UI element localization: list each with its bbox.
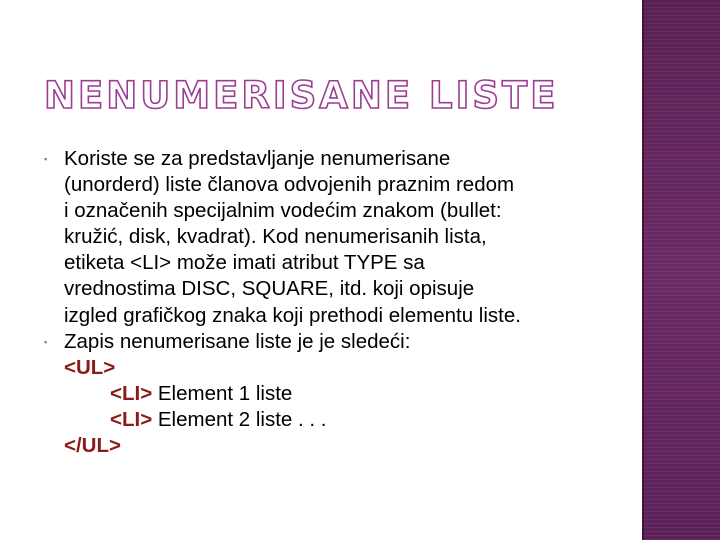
- bullet-item-description: [44, 146, 624, 329]
- side-panel-stripe: [642, 31, 720, 32]
- side-panel-stripe: [642, 419, 720, 420]
- side-panel-stripe: [642, 383, 720, 384]
- side-panel-stripe: [642, 447, 720, 448]
- side-panel-stripe: [642, 435, 720, 436]
- side-panel-stripe: [642, 367, 720, 368]
- side-panel-stripe: [642, 295, 720, 296]
- bullet-line: (unorderd) liste članova odvojenih praznim redom: [64, 173, 515, 197]
- side-panel-stripe: [642, 59, 720, 60]
- side-panel-stripe: [642, 75, 720, 76]
- side-panel-stripe: [642, 247, 720, 248]
- code-tag-ul-close: </UL>: [64, 434, 121, 458]
- code-line-item-1: [44, 381, 624, 407]
- side-panel-stripe: [642, 331, 720, 332]
- bullet-item-syntax: [44, 329, 624, 355]
- side-panel-stripe: [642, 207, 720, 208]
- bullet-line: izgled grafičkog znaka koji prethodi elementu liste.: [64, 303, 521, 327]
- side-panel-stripe: [642, 71, 720, 72]
- side-panel-stripe: [642, 235, 720, 236]
- side-panel-stripe: [642, 399, 720, 400]
- side-panel-stripe: [642, 391, 720, 392]
- side-panel-stripe: [642, 351, 720, 352]
- side-panel-stripe: [642, 47, 720, 48]
- side-panel-stripe: [642, 43, 720, 44]
- slide-title: NENUMERISANE LISTE: [44, 74, 559, 117]
- code-line-ul-open: [44, 355, 624, 381]
- side-panel-stripe: [642, 343, 720, 344]
- side-panel-stripe: [642, 483, 720, 484]
- side-panel-stripe: [642, 243, 720, 244]
- side-panel-stripe: [642, 23, 720, 24]
- side-panel-stripe: [642, 3, 720, 4]
- side-panel-stripe: [642, 303, 720, 304]
- side-panel-stripe: [642, 231, 720, 232]
- side-panel-stripe: [642, 275, 720, 276]
- side-panel-stripe: [642, 527, 720, 528]
- side-panel-stripe: [642, 515, 720, 516]
- side-panel-stripe: [642, 379, 720, 380]
- side-panel-stripe: [642, 495, 720, 496]
- side-panel-stripe: [642, 439, 720, 440]
- code-tag-li: <LI>: [110, 381, 153, 405]
- side-panel-stripe: [642, 263, 720, 264]
- side-panel-stripe: [642, 187, 720, 188]
- bullet-line: kružić, disk, kvadrat). Kod nenumerisanih lista,: [64, 225, 487, 249]
- side-panel-stripe: [642, 215, 720, 216]
- side-panel-stripe: [642, 219, 720, 220]
- side-panel-stripe: [642, 271, 720, 272]
- code-tag-ul-open: <UL>: [64, 355, 116, 379]
- side-panel-stripe: [642, 183, 720, 184]
- side-panel-stripe: [642, 479, 720, 480]
- side-panel-stripe: [642, 151, 720, 152]
- side-panel-stripe: [642, 67, 720, 68]
- side-panel-stripe: [642, 371, 720, 372]
- side-panel-stripe: [642, 191, 720, 192]
- side-panel-stripe: [642, 147, 720, 148]
- side-panel-stripe: [642, 535, 720, 536]
- side-panel-stripe: [642, 411, 720, 412]
- side-panel-stripe: [642, 523, 720, 524]
- side-panel-stripe: [642, 387, 720, 388]
- side-panel-stripe: [642, 11, 720, 12]
- square-bullet-icon: ▪: [44, 336, 48, 347]
- side-panel-stripe: [642, 451, 720, 452]
- code-item-text: Element 2 liste . . .: [152, 407, 327, 431]
- side-panel-stripe: [642, 99, 720, 100]
- side-panel-stripe: [642, 135, 720, 136]
- side-panel-stripe: [642, 119, 720, 120]
- side-panel-stripe: [642, 127, 720, 128]
- side-panel-stripe: [642, 223, 720, 224]
- side-panel-stripe: [642, 179, 720, 180]
- side-panel-stripe: [642, 431, 720, 432]
- side-panel-stripe: [642, 283, 720, 284]
- side-panel-stripe: [642, 251, 720, 252]
- side-panel-stripe: [642, 167, 720, 168]
- side-panel-stripe: [642, 475, 720, 476]
- side-panel-stripe: [642, 91, 720, 92]
- side-panel-stripe: [642, 407, 720, 408]
- side-panel-stripe: [642, 107, 720, 108]
- side-panel-stripe: [642, 255, 720, 256]
- side-panel-stripe: [642, 315, 720, 316]
- side-panel-stripe: [642, 211, 720, 212]
- code-item-text: Element 1 liste: [152, 381, 293, 405]
- side-panel-stripe: [642, 87, 720, 88]
- side-panel-stripe: [642, 291, 720, 292]
- side-panel-stripe: [642, 319, 720, 320]
- side-panel-stripe: [642, 139, 720, 140]
- side-panel-stripe: [642, 471, 720, 472]
- bullet-line: i označenih specijalnim vodećim znakom (bullet:: [64, 199, 502, 223]
- side-panel-stripe: [642, 363, 720, 364]
- side-panel-stripe: [642, 463, 720, 464]
- side-panel-stripe: [642, 63, 720, 64]
- side-panel-stripe: [642, 511, 720, 512]
- side-panel-stripe: [642, 267, 720, 268]
- side-panel-stripe: [642, 171, 720, 172]
- decorative-side-panel: [642, 0, 720, 540]
- side-panel-stripe: [642, 531, 720, 532]
- side-panel-stripe: [642, 491, 720, 492]
- side-panel-stripe: [642, 259, 720, 260]
- side-panel-stripe: [642, 499, 720, 500]
- side-panel-stripe: [642, 143, 720, 144]
- side-panel-stripe: [642, 467, 720, 468]
- bullet-line: Zapis nenumerisane liste je je sledeći:: [64, 329, 411, 353]
- side-panel-stripe: [642, 519, 720, 520]
- side-panel-stripe: [642, 311, 720, 312]
- side-panel-stripe: [642, 19, 720, 20]
- side-panel-stripe: [642, 375, 720, 376]
- bullet-line: vrednostima DISC, SQUARE, itd. koji opisuje: [64, 277, 475, 301]
- side-panel-stripe: [642, 95, 720, 96]
- side-panel-stripe: [642, 195, 720, 196]
- side-panel-stripe: [642, 227, 720, 228]
- side-panel-stripe: [642, 15, 720, 16]
- side-panel-stripe: [642, 35, 720, 36]
- code-line-item-2: [44, 407, 624, 433]
- side-panel-stripe: [642, 79, 720, 80]
- side-panel-stripe: [642, 507, 720, 508]
- side-panel-stripe: [642, 355, 720, 356]
- side-panel-stripe: [642, 203, 720, 204]
- side-panel-stripe: [642, 239, 720, 240]
- side-panel-stripe: [642, 51, 720, 52]
- side-panel-stripe: [642, 323, 720, 324]
- side-panel-stripe: [642, 443, 720, 444]
- side-panel-stripe: [642, 347, 720, 348]
- side-panel-stripe: [642, 39, 720, 40]
- side-panel-stripe: [642, 115, 720, 116]
- side-panel-stripe: [642, 123, 720, 124]
- side-panel-stripe: [642, 307, 720, 308]
- side-panel-stripe: [642, 279, 720, 280]
- side-panel-stripe: [642, 131, 720, 132]
- side-panel-stripe: [642, 327, 720, 328]
- side-panel-stripe: [642, 111, 720, 112]
- slide-content: [44, 146, 624, 459]
- side-panel-stripe: [642, 175, 720, 176]
- square-bullet-icon: ▪: [44, 154, 48, 164]
- side-panel-stripe: [642, 395, 720, 396]
- bullet-line: etiketa <LI> može imati atribut TYPE sa: [64, 251, 425, 275]
- side-panel-stripe: [642, 403, 720, 404]
- side-panel-stripe: [642, 335, 720, 336]
- side-panel-stripe: [642, 7, 720, 8]
- side-panel-stripe: [642, 359, 720, 360]
- side-panel-stripe: [642, 427, 720, 428]
- side-panel-stripe: [642, 55, 720, 56]
- side-panel-stripe: [642, 103, 720, 104]
- side-panel-stripe: [642, 503, 720, 504]
- side-panel-stripe: [642, 159, 720, 160]
- bullet-line: Koriste se za predstavljanje nenumerisane: [64, 147, 451, 170]
- side-panel-stripe: [642, 459, 720, 460]
- side-panel-stripe: [642, 455, 720, 456]
- side-panel-stripe: [642, 423, 720, 424]
- side-panel-stripe: [642, 163, 720, 164]
- side-panel-stripe: [642, 83, 720, 84]
- side-panel-stripe: [642, 155, 720, 156]
- side-panel-stripe: [642, 415, 720, 416]
- side-panel-stripe: [642, 487, 720, 488]
- code-line-ul-close: [44, 433, 624, 459]
- side-panel-stripe: [642, 199, 720, 200]
- code-tag-li: <LI>: [110, 407, 153, 431]
- side-panel-stripe: [642, 299, 720, 300]
- side-panel-stripe: [642, 339, 720, 340]
- side-panel-stripe: [642, 287, 720, 288]
- side-panel-stripe: [642, 27, 720, 28]
